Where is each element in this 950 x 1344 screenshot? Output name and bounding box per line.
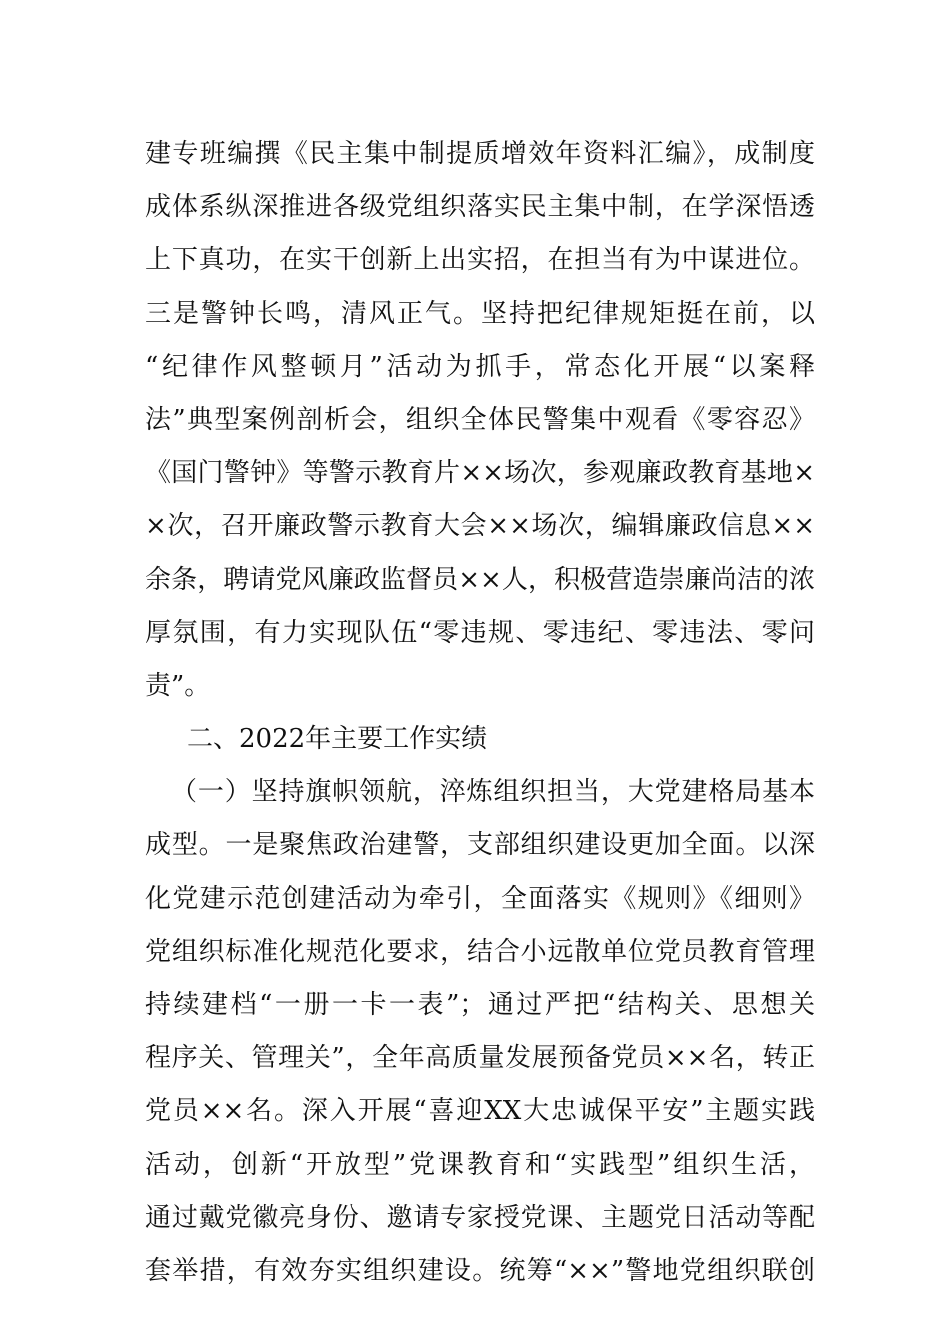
text-line: 上下真功，在实干创新上出实招，在担当有为中谋进位。 [145, 245, 815, 276]
text-line: ×次，召开廉政警示教育大会××场次，编辑廉政信息×× [145, 511, 815, 542]
text-line: 党组织标准化规范化要求，结合小远散单位党员教育管理 [145, 936, 815, 967]
text-line: 活动，创新“开放型”党课教育和“实践型”组织生活， [145, 1149, 815, 1180]
text-line: （一）坚持旗帜领航，淬炼组织担当，大党建格局基本 [171, 777, 815, 808]
text-line: 套举措，有效夯实组织建设。统筹“××”警地党组织联创 [145, 1255, 815, 1286]
text-line: 程序关、管理关”，全年高质量发展预备党员××名，转正 [145, 1043, 815, 1074]
text-line: 党员××名。深入开展“喜迎XX大忠诚保平安”主题实践 [145, 1096, 815, 1127]
text-line: 余条，聘请党风廉政监督员××人，积极营造崇廉尚洁的浓 [145, 564, 815, 595]
text-line: 法”典型案例剖析会，组织全体民警集中观看《零容忍》 [145, 404, 815, 435]
text-line: 通过戴党徽亮身份、邀请专家授党课、主题党日活动等配 [145, 1202, 815, 1233]
text-line: 《国门警钟》等警示教育片××场次，参观廉政教育基地× [145, 458, 815, 489]
text-line: 三是警钟长鸣，清风正气。坚持把纪律规矩挺在前，以 [145, 298, 815, 329]
text-line: 责”。 [145, 670, 211, 701]
text-line: 建专班编撰《民主集中制提质增效年资料汇编》，成制度 [145, 139, 815, 169]
text-line: 化党建示范创建活动为牵引，全面落实《规则》《细则》 [145, 883, 815, 914]
text-line: “纪律作风整顿月”活动为抓手，常态化开展“以案释 [145, 351, 815, 382]
text-line: 成体系纵深推进各级党组织落实民主集中制，在学深悟透 [145, 192, 815, 223]
text-line: 持续建档“一册一卡一表”；通过严把“结构关、思想关 [145, 990, 815, 1020]
text-line: 厚氛围，有力实现队伍“零违规、零违纪、零违法、零问 [145, 617, 815, 648]
document-body [145, 128, 815, 1298]
text-line: 成型。一是聚焦政治建警，支部组织建设更加全面。以深 [145, 830, 815, 861]
section-heading: 二、2022年主要工作实绩 [187, 724, 488, 755]
